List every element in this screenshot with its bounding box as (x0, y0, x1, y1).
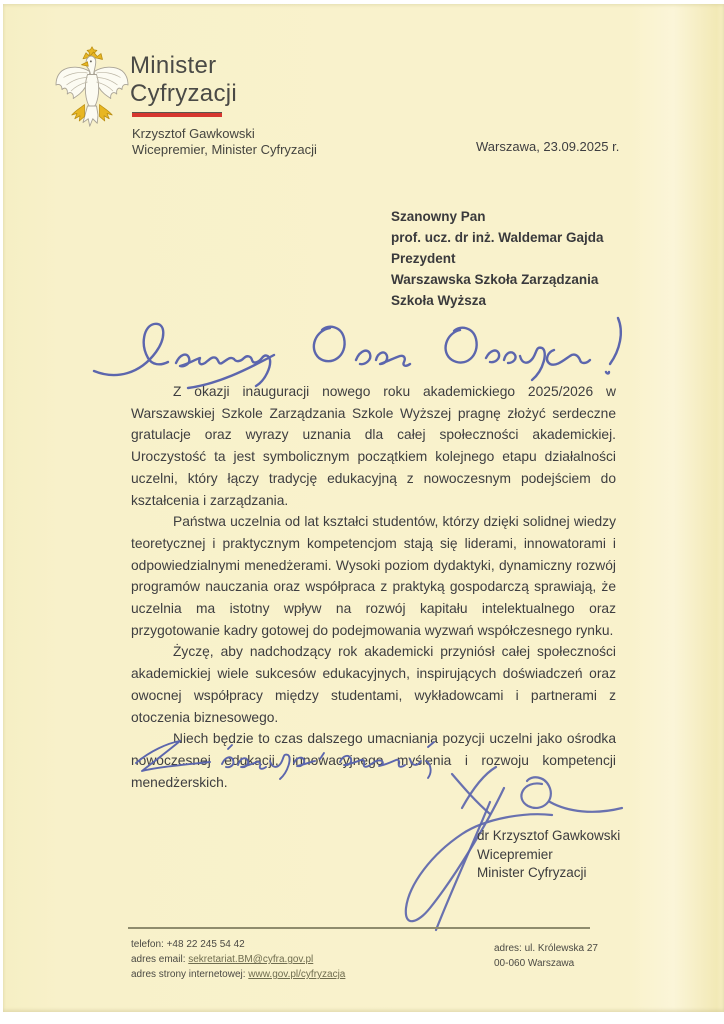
date-line: Warszawa, 23.09.2025 r. (476, 139, 620, 154)
recipient-line: Szkoła Wyższa (391, 293, 487, 308)
polish-eagle-emblem (54, 46, 130, 130)
paragraph-3: Życzę, aby nadchodzący rok akademicki przyniósł całej społeczności akademickiej wiele sukcesów edukacyjnych, inspirujących doświadczeń oraz owocnej współpracy między studentami, wykładowcami i partnerami z otoczenia biznesowego. (131, 644, 616, 725)
paragraph-1: Z okazji inauguracji nowego roku akademickiego 2025/2026 w Warszawskiej Szkole Zarządzania Szkole Wyższej pragnę złożyć serdeczne gratulacje oraz wyrazy uznania dla całej społeczności akademickiej. Uroczystość ta jest symbolicznym początkiem kolejnego etapu działalności uczelni, który łączy tradycję edukacyjną z nowoczesnym podejściem do kształcenia i zarządzania. (131, 384, 616, 508)
footer-phone-line (131, 937, 345, 952)
footer-address-line1 (494, 941, 598, 956)
ministry-title-line2: Cyfryzacji (130, 80, 238, 107)
recipient-line: Szanowny Pan (391, 209, 486, 224)
website-label: adres strony internetowej: (131, 969, 246, 980)
signature-title-2: Minister Cyfryzacji (477, 865, 587, 880)
address-street: ul. Królewska 27 (524, 943, 598, 954)
footer-address (494, 941, 598, 971)
recipient-block (391, 206, 604, 311)
website-link[interactable]: www.gov.pl/cyfryzacja (248, 969, 346, 980)
recipient-line: prof. ucz. dr inż. Waldemar Gajda (391, 230, 604, 245)
recipient-line: Prezydent (391, 251, 456, 266)
signature-block (477, 827, 620, 883)
signature-name: dr Krzysztof Gawkowski (477, 828, 621, 843)
email-link[interactable]: sekretariat.BM@cyfra.gov.pl (188, 954, 314, 965)
footer-divider (128, 927, 590, 929)
ministry-title (130, 52, 237, 108)
letterhead-red-rule (132, 112, 222, 117)
footer-email-line (131, 952, 345, 967)
paragraph-4: Niech będzie to czas dalszego umacniania pozycji uczelni jako ośrodka nowoczesnej edukacji, innowacyjnego myślenia i rozwoju kompetencji menedżerskich. (131, 731, 616, 790)
ministry-title-line1: Minister (130, 52, 217, 79)
address-label: adres: (494, 943, 522, 954)
email-label: adres email: (131, 954, 186, 965)
paragraph-2: Państwa uczelnia od lat kształci studentów, którzy dzięki solidnej wiedzy teoretycznej i praktycznym kompetencjom stają się liderami, innowatorami i odpowiedzialnymi menedżerami. Wysoki poziom dydaktyki, dynamiczny rozwój programów nauczania oraz współpraca z praktyką gospodarczą sprawiają, że uczelnia ma istotny wpływ na rozwój kapitału intelektualnego oraz przygotowanie kadry gotowej do podejmowania wyzwań współczesnego rynku. (131, 514, 616, 638)
official-name: Krzysztof Gawkowski (132, 126, 255, 141)
signature-title-1: Wicepremier (477, 846, 553, 862)
official-title: Wicepremier, Minister Cyfryzacji (132, 142, 317, 157)
phone-value: +48 22 245 54 42 (166, 939, 245, 950)
recipient-line: Warszawska Szkoła Zarządzania (391, 272, 599, 287)
footer-contact (131, 937, 345, 982)
footer-website-line (131, 967, 345, 982)
phone-label: telefon: (131, 939, 164, 950)
footer-address-line2: 00-060 Warszawa (494, 958, 575, 969)
